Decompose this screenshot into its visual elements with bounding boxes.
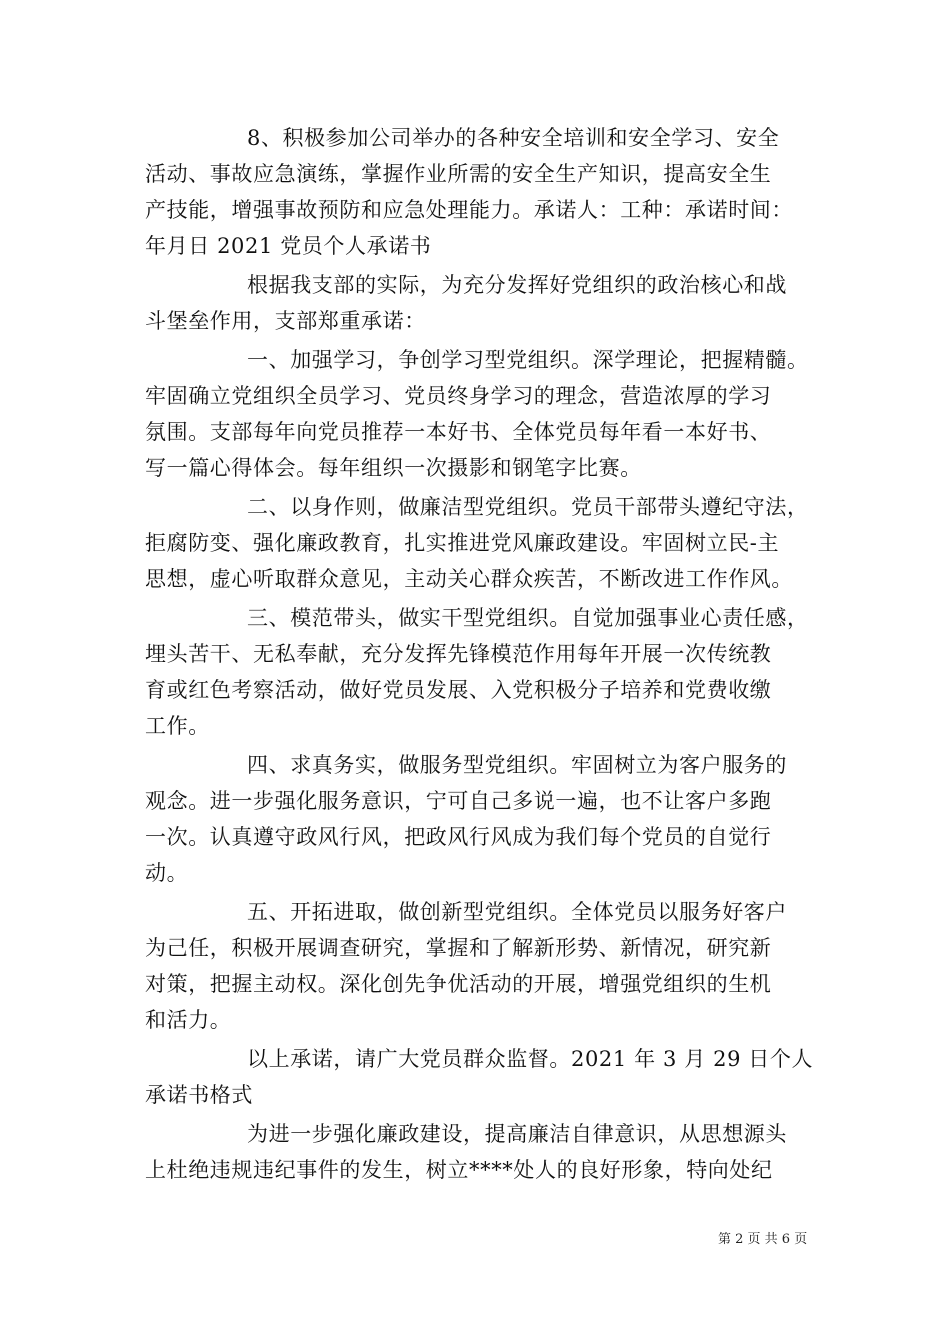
text-line: 和活力。 <box>145 1008 232 1032</box>
text-line: 思想，虚心听取群众意见，主动关心群众疾苦，不断改进工作作风。 <box>145 567 793 591</box>
text-line: 对策，把握主动权。深化创先争优活动的开展，增强党组织的生机 <box>145 972 772 996</box>
text-line: 动。 <box>145 861 189 885</box>
text-line: 上杜绝违规违纪事件的发生，树立****处人的良好形象，特向处纪 <box>145 1158 773 1182</box>
text-line: 四、求真务实，做服务型党组织。牢固树立为客户服务的 <box>247 753 787 777</box>
text-line: 以上承诺，请广大党员群众监督。2021 年 3 月 29 日个人 <box>247 1047 814 1071</box>
text-line: 产技能，增强事故预防和应急处理能力。承诺人：工种：承诺时间： <box>145 198 793 222</box>
text-line: 8、积极参加公司举办的各种安全培训和安全学习、安全 <box>247 126 780 150</box>
text-line: 年月日 2021 党员个人承诺书 <box>145 234 432 258</box>
text-line: 根据我支部的实际，为充分发挥好党组织的政治核心和战 <box>247 273 787 297</box>
text-line: 埋头苦干、无私奉献，充分发挥先锋模范作用每年开展一次传统教 <box>145 642 772 666</box>
text-line: 为进一步强化廉政建设，提高廉洁自律意识，从思想源头 <box>247 1122 787 1146</box>
page-footer <box>718 1232 807 1248</box>
text-line: 三、模范带头，做实干型党组织。自觉加强事业心责任感， <box>247 606 809 630</box>
page-number-label: 第 2 页 共 6 页 <box>718 1232 808 1247</box>
text-line: 写一篇心得体会。每年组织一次摄影和钢笔字比赛。 <box>145 456 642 480</box>
text-line: 育或红色考察活动，做好党员发展、入党积极分子培养和党费收缴 <box>145 678 772 702</box>
text-line: 五、开拓进取，做创新型党组织。全体党员以服务好客户 <box>247 900 787 924</box>
text-line: 斗堡垒作用，支部郑重承诺： <box>145 309 426 333</box>
text-line: 一次。认真遵守政风行风，把政风行风成为我们每个党员的自觉行 <box>145 825 772 849</box>
text-line: 为己任，积极开展调查研究，掌握和了解新形势、新情况，研究新 <box>145 936 772 960</box>
text-line: 二、以身作则，做廉洁型党组织。党员干部带头遵纪守法， <box>247 495 809 519</box>
text-line: 观念。进一步强化服务意识，宁可自己多说一遍，也不让客户多跑 <box>145 789 772 813</box>
text-line: 氛围。支部每年向党员推荐一本好书、全体党员每年看一本好书、 <box>145 420 772 444</box>
text-line: 一、加强学习，争创学习型党组织。深学理论，把握精髓。 <box>247 348 809 372</box>
text-line: 活动、事故应急演练，掌握作业所需的安全生产知识，提高安全生 <box>145 162 772 186</box>
text-line: 拒腐防变、强化廉政教育，扎实推进党风廉政建设。牢固树立民-主 <box>145 531 780 555</box>
text-line: 承诺书格式 <box>145 1083 253 1107</box>
text-line: 牢固确立党组织全员学习、党员终身学习的理念，营造浓厚的学习 <box>145 384 772 408</box>
text-line: 工作。 <box>145 714 210 738</box>
